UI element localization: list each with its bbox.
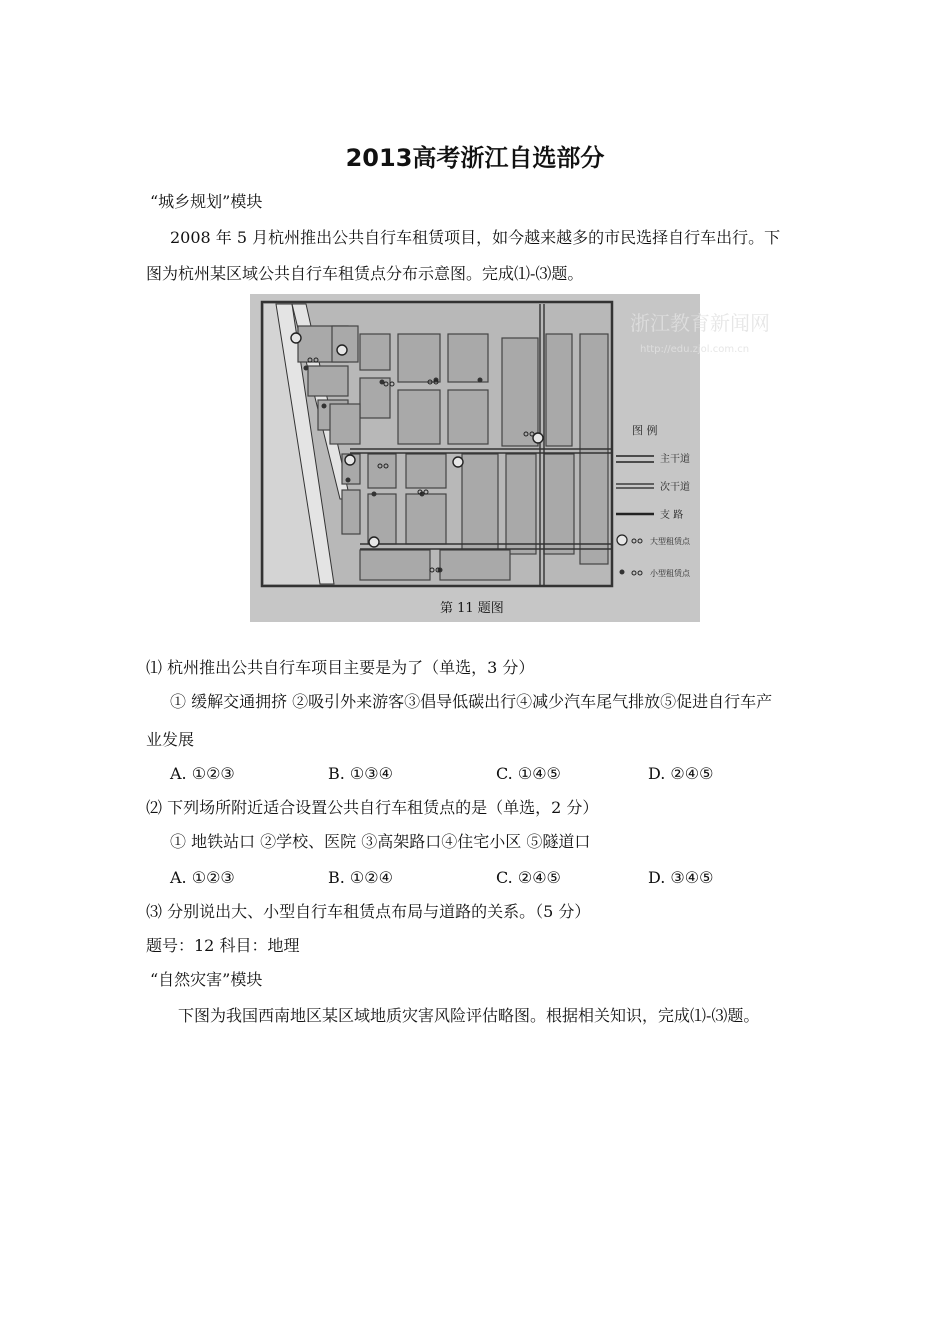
legend-large-rental: 大型租赁点 <box>650 537 690 546</box>
legend-title: 图 例 <box>632 424 658 437</box>
figure-caption: 第 11 题图 <box>440 601 504 616</box>
q2-stem: ⑵ 下列场所附近适合设置公共自行车租赁点的是（单选，2 分） <box>146 798 599 817</box>
intro-line-2: 图为杭州某区域公共自行车租赁点分布示意图。完成⑴-⑶题。 <box>146 264 584 283</box>
q1-option-a[interactable]: A. ①②③ <box>170 764 235 783</box>
legend-main-road: 主干道 <box>660 454 690 465</box>
watermark-url: http://edu.zjol.com.cn <box>640 344 750 355</box>
module-heading-disaster: “自然灾害”模块 <box>150 970 263 989</box>
q2-choices: ① 地铁站口 ②学校、医院 ③高架路口④住宅小区 ⑤隧道口 <box>170 832 591 851</box>
q1-choices-line-1: ① 缓解交通拥挤 ②吸引外来游客③倡导低碳出行④减少汽车尾气排放⑤促进自行车产 <box>170 692 773 711</box>
legend-branch-road: 支 路 <box>660 510 684 521</box>
legend-secondary-road: 次干道 <box>660 482 690 493</box>
q1-option-c[interactable]: C. ①④⑤ <box>496 764 561 783</box>
legend-small-rental: 小型租赁点 <box>650 569 690 578</box>
q2-option-b[interactable]: B. ①②④ <box>328 868 393 887</box>
intro-line-1: 2008 年 5 月杭州推出公共自行车租赁项目，如今越来越多的市民选择自行车出行。下 <box>170 228 781 247</box>
module-heading-urban: “城乡规划”模块 <box>150 192 263 211</box>
q3-stem: ⑶ 分别说出大、小型自行车租赁点布局与道路的关系。（5 分） <box>146 902 591 921</box>
q1-stem: ⑴ 杭州推出公共自行车项目主要是为了（单选，3 分） <box>146 658 535 677</box>
q2-option-c[interactable]: C. ②④⑤ <box>496 868 561 887</box>
page-title: 2013高考浙江自选部分 <box>345 144 605 172</box>
q1-option-d[interactable]: D. ②④⑤ <box>648 764 714 783</box>
watermark-text: 浙江教育新闻网 <box>630 311 770 335</box>
bike-rental-map <box>250 294 770 622</box>
q1-option-b[interactable]: B. ①③④ <box>328 764 393 783</box>
q1-choices-line-2: 业发展 <box>146 730 195 749</box>
q2-option-a[interactable]: A. ①②③ <box>170 868 235 887</box>
meta-line: 题号：12 科目：地理 <box>146 936 300 955</box>
q2-option-d[interactable]: D. ③④⑤ <box>648 868 714 887</box>
module2-intro: 下图为我国西南地区某区域地质灾害风险评估略图。根据相关知识，完成⑴-⑶题。 <box>178 1006 760 1025</box>
bike-rental-map-figure <box>250 294 770 622</box>
